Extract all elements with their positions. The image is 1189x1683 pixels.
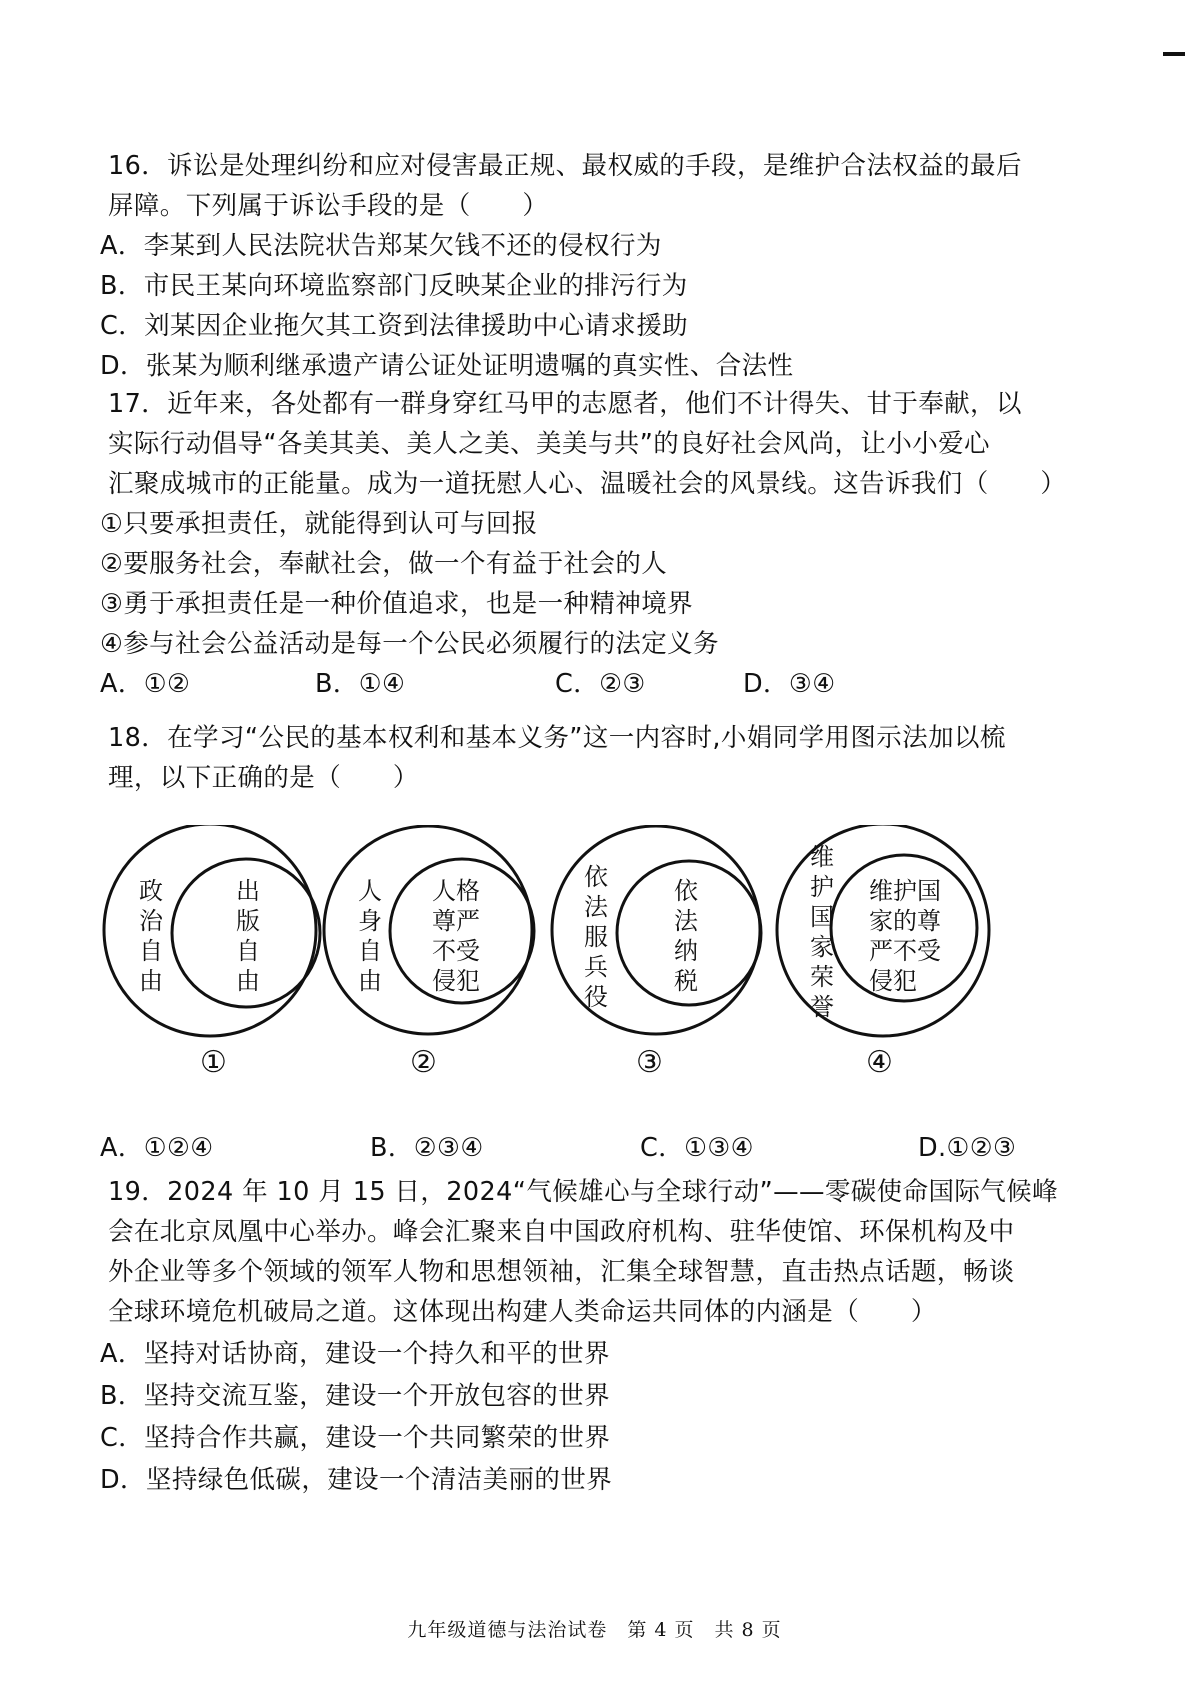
q18-d2-outer-2: 自 xyxy=(358,937,382,965)
q18-d4-inner-3: 侵犯 xyxy=(869,967,917,995)
q17-option-d: D．③④ xyxy=(743,669,836,699)
q18-d1-number: ① xyxy=(200,1045,227,1080)
q18-d1-outer-1: 治 xyxy=(139,907,163,935)
q18-option-b: B．②③④ xyxy=(370,1133,484,1163)
q18-d4-number: ④ xyxy=(866,1045,893,1080)
q16-stem-line2: 屏障。下列属于诉讼手段的是（ ） xyxy=(108,191,549,221)
q18-option-d: D.①②③ xyxy=(918,1133,1017,1163)
q18-stem-line2: 理，以下正确的是（ ） xyxy=(108,763,419,793)
q19-option-a: A．坚持对话协商，建设一个持久和平的世界 xyxy=(100,1339,610,1369)
q18-d1-outer-0: 政 xyxy=(139,877,163,905)
q16-option-d: D．张某为顺利继承遗产请公证处证明遗嘱的真实性、合法性 xyxy=(100,351,794,381)
q18-d3-inner-1: 法 xyxy=(674,907,698,935)
q18-d3-outer-1: 法 xyxy=(584,893,608,921)
q18-d2-inner-0: 人格 xyxy=(432,877,480,905)
q18-d3-number: ③ xyxy=(636,1045,663,1080)
q18-d4-outer-4: 荣 xyxy=(810,963,834,991)
q17-options-row xyxy=(100,668,1100,700)
q17-option-b: B．①④ xyxy=(315,669,406,699)
q18-d3-inner-3: 税 xyxy=(674,967,698,995)
q16-stem-line1: 16．诉讼是处理纠纷和应对侵害最正规、最权威的手段，是维护合法权益的最后 xyxy=(108,151,1022,181)
q18-d2-inner-1: 尊严 xyxy=(432,907,480,935)
q17-stem-line3: 汇聚成城市的正能量。成为一道抚慰人心、温暖社会的风景线。这告诉我们（ ） xyxy=(108,469,1067,499)
q19-stem-line3: 外企业等多个领域的领军人物和思想领袖，汇集全球智慧，直击热点话题，畅谈 xyxy=(108,1257,1015,1287)
q16-option-b: B．市民王某向环境监察部门反映某企业的排污行为 xyxy=(100,271,688,301)
q18-d1-inner-3: 由 xyxy=(236,967,260,995)
q18-d3-inner-2: 纳 xyxy=(674,937,698,965)
q17-statement-1: ①只要承担责任，就能得到认可与回报 xyxy=(100,509,538,539)
q17-option-a: A．①② xyxy=(100,669,191,699)
q18-d2-inner-3: 侵犯 xyxy=(432,967,480,995)
q18-d4-inner-0: 维护国 xyxy=(869,877,941,905)
q18-diagram-2 xyxy=(324,826,534,1080)
q18-d4-outer-3: 家 xyxy=(810,933,834,961)
q18-d1-inner-0: 出 xyxy=(236,877,260,905)
q18-d2-number: ② xyxy=(410,1045,437,1080)
q18-d2-inner-2: 不受 xyxy=(432,937,480,965)
q18-d3-inner-0: 依 xyxy=(674,877,698,905)
q18-d3-outer-0: 依 xyxy=(584,863,608,891)
q17-statement-3: ③勇于承担责任是一种价值追求，也是一种精神境界 xyxy=(100,589,694,619)
q17-statement-4: ④参与社会公益活动是每一个公民必须履行的法定义务 xyxy=(100,629,719,659)
q18-d1-outer-3: 由 xyxy=(139,967,163,995)
q17-stem-line1: 17．近年来，各处都有一群身穿红马甲的志愿者，他们不计得失、甘于奉献，以 xyxy=(108,389,1022,419)
q17-statement-2: ②要服务社会，奉献社会，做一个有益于社会的人 xyxy=(100,549,668,579)
q18-d4-outer-2: 国 xyxy=(810,903,834,931)
q18-d2-outer-1: 身 xyxy=(358,907,382,935)
q18-options-row xyxy=(100,1132,1100,1164)
q17-option-c: C．②③ xyxy=(555,669,646,699)
q18-stem-line1: 18．在学习“公民的基本权利和基本义务”这一内容时,小娟同学用图示法加以梳 xyxy=(108,723,1006,753)
q18-d1-inner-2: 自 xyxy=(236,937,260,965)
q18-option-a: A．①②④ xyxy=(100,1133,214,1163)
corner-mark xyxy=(1163,52,1185,56)
q16-option-c: C．刘某因企业拖欠其工资到法律援助中心请求援助 xyxy=(100,311,689,341)
q18-d3-outer-2: 服 xyxy=(584,923,608,951)
q18-diagram-4 xyxy=(777,825,989,1080)
q18-diagram-3 xyxy=(552,826,761,1080)
q17-stem-line2: 实际行动倡导“各美其美、美人之美、美美与共”的良好社会风尚，让小小爱心 xyxy=(108,429,990,459)
q18-d2-outer-3: 由 xyxy=(358,967,382,995)
q18-diagram-1 xyxy=(104,825,320,1080)
q18-d2-outer-0: 人 xyxy=(358,877,382,905)
q18-d4-inner-2: 严不受 xyxy=(869,937,941,965)
q18-d4-outer-0: 维 xyxy=(810,843,834,871)
q19-option-d: D．坚持绿色低碳，建设一个清洁美丽的世界 xyxy=(100,1465,613,1495)
q19-stem-line1: 19．2024 年 10 月 15 日，2024“气候雄心与全球行动”——零碳使命国际气候峰 xyxy=(108,1177,1058,1207)
q18-circle-diagrams xyxy=(96,825,1056,1095)
q16-option-a: A．李某到人民法院状告郑某欠钱不还的侵权行为 xyxy=(100,231,662,261)
page-footer: 九年级道德与法治试卷 第 4 页 共 8 页 xyxy=(407,1619,782,1641)
q18-d4-outer-1: 护 xyxy=(810,873,834,901)
q18-d1-inner-1: 版 xyxy=(236,907,260,935)
q18-option-c: C．①③④ xyxy=(640,1133,754,1163)
q19-stem-line4: 全球环境危机破局之道。这体现出构建人类命运共同体的内涵是（ ） xyxy=(108,1297,937,1327)
q18-d3-outer-4: 役 xyxy=(584,983,608,1011)
q19-option-b: B．坚持交流互鉴，建设一个开放包容的世界 xyxy=(100,1381,610,1411)
q19-stem-line2: 会在北京凤凰中心举办。峰会汇聚来自中国政府机构、驻华使馆、环保机构及中 xyxy=(108,1217,1015,1247)
q19-option-c: C．坚持合作共赢，建设一个共同繁荣的世界 xyxy=(100,1423,611,1453)
q18-d3-outer-3: 兵 xyxy=(584,953,608,981)
q18-d4-inner-1: 家的尊 xyxy=(869,907,941,935)
q18-d1-outer-2: 自 xyxy=(139,937,163,965)
q18-d4-outer-5: 誉 xyxy=(810,993,834,1021)
